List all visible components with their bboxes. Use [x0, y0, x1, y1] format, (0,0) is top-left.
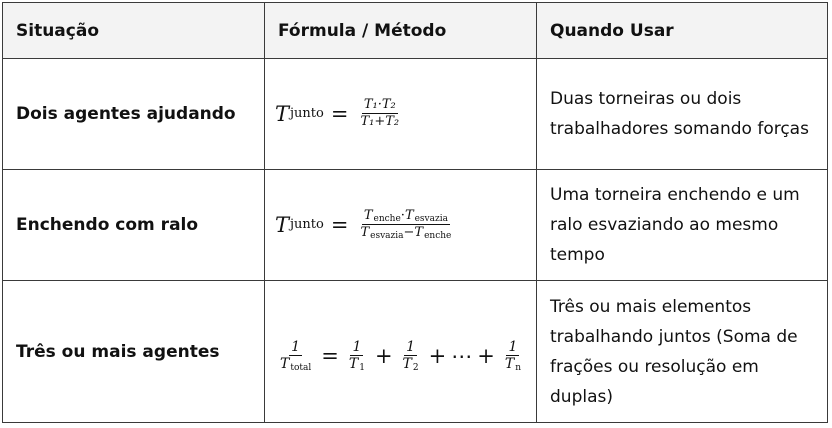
- sub-total: total: [290, 363, 312, 373]
- table-row: [3, 170, 828, 281]
- table-row: [3, 59, 828, 170]
- fraction-denominator: [347, 356, 367, 372]
- fraction-denominator: [358, 225, 453, 241]
- quando-usar-cell: Uma torneira enchendo e um ralo esvaziando ao mesmo tempo: [537, 170, 828, 281]
- fraction-denominator: [278, 356, 313, 372]
- situacao-cell: Três ou mais agentes: [3, 281, 265, 423]
- formula-lhs: T: [275, 212, 290, 237]
- fraction-numerator: 1: [352, 339, 362, 355]
- formula-with-drain: T junto = $\frac{T_{enche}\cdot T_{esvazia}}{T_{esvazia}-T_{enche}}$: [275, 208, 452, 242]
- comparison-table: [2, 2, 828, 423]
- t-n: T: [504, 356, 515, 372]
- fraction-numerator: 1: [406, 339, 416, 355]
- header-formula: Fórmula / Método: [265, 3, 537, 59]
- equals-sign: =: [321, 343, 339, 368]
- equals-sign: =: [330, 101, 349, 126]
- fraction-denominator: [401, 356, 421, 372]
- quando-usar-cell: Três ou mais elementos trabalhando juntos (Soma de frações ou resolução em duplas): [537, 281, 828, 423]
- fraction-numerator: [362, 208, 450, 225]
- fraction: [358, 97, 401, 130]
- sub-esvazia: esvazia: [370, 231, 404, 242]
- formula-cell: [265, 59, 537, 170]
- header-quando-usar: Quando Usar: [537, 3, 828, 59]
- fraction-numerator: 1: [291, 339, 301, 355]
- dot-operator: ·: [400, 208, 405, 224]
- sub-n: n: [515, 363, 521, 373]
- formula-many-agents: [275, 339, 526, 372]
- header-situacao: Situação: [3, 3, 265, 59]
- t-1: T: [348, 356, 359, 372]
- situacao-cell: Dois agentes ajudando: [3, 59, 265, 170]
- fraction: [278, 339, 313, 372]
- fraction: [358, 208, 453, 241]
- sub-enche: enche: [373, 214, 401, 225]
- plus-operator: +: [477, 343, 495, 368]
- fraction-denominator: T₁+T₂: [360, 114, 400, 130]
- t-enche: T: [414, 225, 424, 241]
- sub-esvazia: esvazia: [414, 214, 448, 225]
- t-2: T: [402, 356, 412, 372]
- formula-lhs: T: [275, 101, 290, 126]
- plus-operator: +: [374, 343, 393, 368]
- fraction-numerator: 1: [508, 339, 518, 355]
- minus-operator: −: [403, 225, 415, 241]
- equals-sign: =: [330, 212, 349, 237]
- sub-2: 2: [412, 363, 419, 373]
- sub-1: 1: [359, 363, 365, 373]
- fraction-denominator: [503, 356, 523, 372]
- fraction: [401, 339, 421, 372]
- fraction: [503, 339, 523, 372]
- sub-enche: enche: [424, 231, 452, 242]
- t-total: T: [280, 356, 290, 372]
- quando-usar-cell: Duas torneiras ou dois trabalhadores somando forças: [537, 59, 828, 170]
- t-esvazia: T: [360, 225, 370, 241]
- t-enche: T: [363, 208, 373, 224]
- fraction: [347, 339, 367, 372]
- plus-operator: +: [428, 343, 447, 368]
- formula-cell: [265, 170, 537, 281]
- formula-two-agents: T junto = $\frac{\text{T₁·T₂}}{\text{T₁+T₂}}$: [275, 97, 400, 130]
- ellipsis: ⋯: [451, 343, 473, 368]
- situacao-cell: Enchendo com ralo: [3, 170, 265, 281]
- table-row: [3, 281, 828, 423]
- t-esvazia: T: [404, 208, 414, 224]
- header-row: [3, 3, 828, 59]
- fraction-numerator: T₁·T₂: [363, 97, 396, 113]
- formula-cell: [265, 281, 537, 423]
